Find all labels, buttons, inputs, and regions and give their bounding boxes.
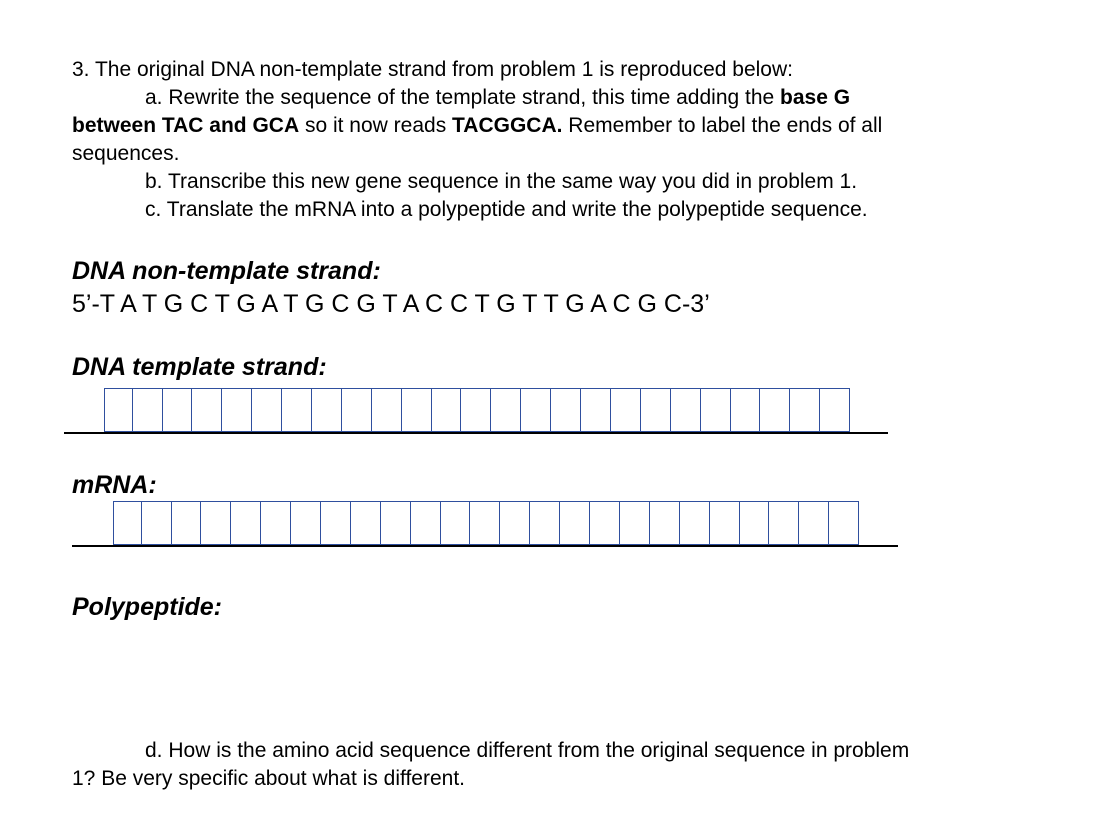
template-answer-box[interactable] [282, 388, 312, 432]
template-answer-box[interactable] [671, 388, 701, 432]
mrna-answer-box[interactable] [650, 501, 680, 545]
template-underline [64, 432, 888, 434]
part-a-text-suffix: Remember to label the ends of all [562, 114, 883, 137]
template-answer-box[interactable] [611, 388, 641, 432]
question-intro: 3. The original DNA non-template strand from problem 1 is reproduced below: [72, 58, 793, 81]
part-a-bold-base-g: base G [780, 86, 851, 109]
template-answer-box[interactable] [133, 388, 163, 432]
mrna-answer-box[interactable] [351, 501, 381, 545]
template-answer-box[interactable] [790, 388, 820, 432]
mrna-answer-boxes[interactable] [113, 501, 859, 545]
template-answer-box[interactable] [432, 388, 462, 432]
non-template-sequence: 5’-T A T G C T G A T G C G T A C C T G T T G A C G C-3’ [72, 290, 710, 318]
mrna-answer-box[interactable] [620, 501, 650, 545]
mrna-underline [72, 545, 898, 547]
mrna-answer-box[interactable] [261, 501, 291, 545]
mrna-answer-box[interactable] [142, 501, 172, 545]
template-answer-box[interactable] [701, 388, 731, 432]
template-answer-box[interactable] [402, 388, 432, 432]
part-c: c. Translate the mRNA into a polypeptide and write the polypeptide sequence. [145, 198, 868, 221]
template-answer-box[interactable] [641, 388, 671, 432]
template-answer-box[interactable] [461, 388, 491, 432]
part-a-text: a. Rewrite the sequence of the template strand, this time adding the [145, 86, 781, 109]
mrna-heading: mRNA: [72, 471, 157, 499]
mrna-answer-box[interactable] [680, 501, 710, 545]
mrna-answer-box[interactable] [321, 501, 351, 545]
template-answer-box[interactable] [312, 388, 342, 432]
template-answer-box[interactable] [252, 388, 282, 432]
part-d-line2: 1? Be very specific about what is different. [72, 767, 465, 790]
template-answer-box[interactable] [491, 388, 521, 432]
template-answer-box[interactable] [731, 388, 761, 432]
template-answer-box[interactable] [820, 388, 850, 432]
mrna-answer-box[interactable] [530, 501, 560, 545]
mrna-answer-box[interactable] [740, 501, 770, 545]
mrna-answer-box[interactable] [381, 501, 411, 545]
template-answer-box[interactable] [521, 388, 551, 432]
mrna-answer-box[interactable] [710, 501, 740, 545]
template-answer-box[interactable] [222, 388, 252, 432]
mrna-answer-box[interactable] [411, 501, 441, 545]
part-a-bold-between: between TAC and GCA [72, 114, 300, 137]
part-a-line3: sequences. [72, 142, 180, 165]
mrna-answer-box[interactable] [769, 501, 799, 545]
template-answer-box[interactable] [372, 388, 402, 432]
part-a-line1 [145, 84, 850, 112]
mrna-answer-box[interactable] [291, 501, 321, 545]
template-answer-boxes[interactable] [104, 388, 850, 432]
part-a-text-mid: so it now reads [299, 114, 453, 137]
template-answer-box[interactable] [104, 388, 133, 432]
mrna-answer-box[interactable] [590, 501, 620, 545]
mrna-answer-box[interactable] [201, 501, 231, 545]
mrna-answer-box[interactable] [829, 501, 859, 545]
part-a-bold-sequence: TACGGCA. [452, 114, 563, 137]
template-answer-box[interactable] [760, 388, 790, 432]
mrna-answer-box[interactable] [799, 501, 829, 545]
non-template-heading: DNA non-template strand: [72, 257, 381, 285]
mrna-answer-box[interactable] [172, 501, 202, 545]
part-a-line2 [72, 112, 882, 140]
mrna-answer-box[interactable] [441, 501, 471, 545]
mrna-answer-box[interactable] [470, 501, 500, 545]
template-answer-box[interactable] [163, 388, 193, 432]
template-answer-box[interactable] [192, 388, 222, 432]
part-d-line1: d. How is the amino acid sequence different from the original sequence in problem [145, 739, 910, 762]
polypeptide-heading: Polypeptide: [72, 593, 223, 621]
template-answer-box[interactable] [551, 388, 581, 432]
mrna-answer-box[interactable] [560, 501, 590, 545]
template-heading: DNA template strand: [72, 353, 327, 381]
mrna-answer-box[interactable] [231, 501, 261, 545]
template-answer-box[interactable] [581, 388, 611, 432]
mrna-answer-box[interactable] [500, 501, 530, 545]
part-b: b. Transcribe this new gene sequence in the same way you did in problem 1. [145, 170, 858, 193]
template-answer-box[interactable] [342, 388, 372, 432]
mrna-answer-box[interactable] [113, 501, 142, 545]
